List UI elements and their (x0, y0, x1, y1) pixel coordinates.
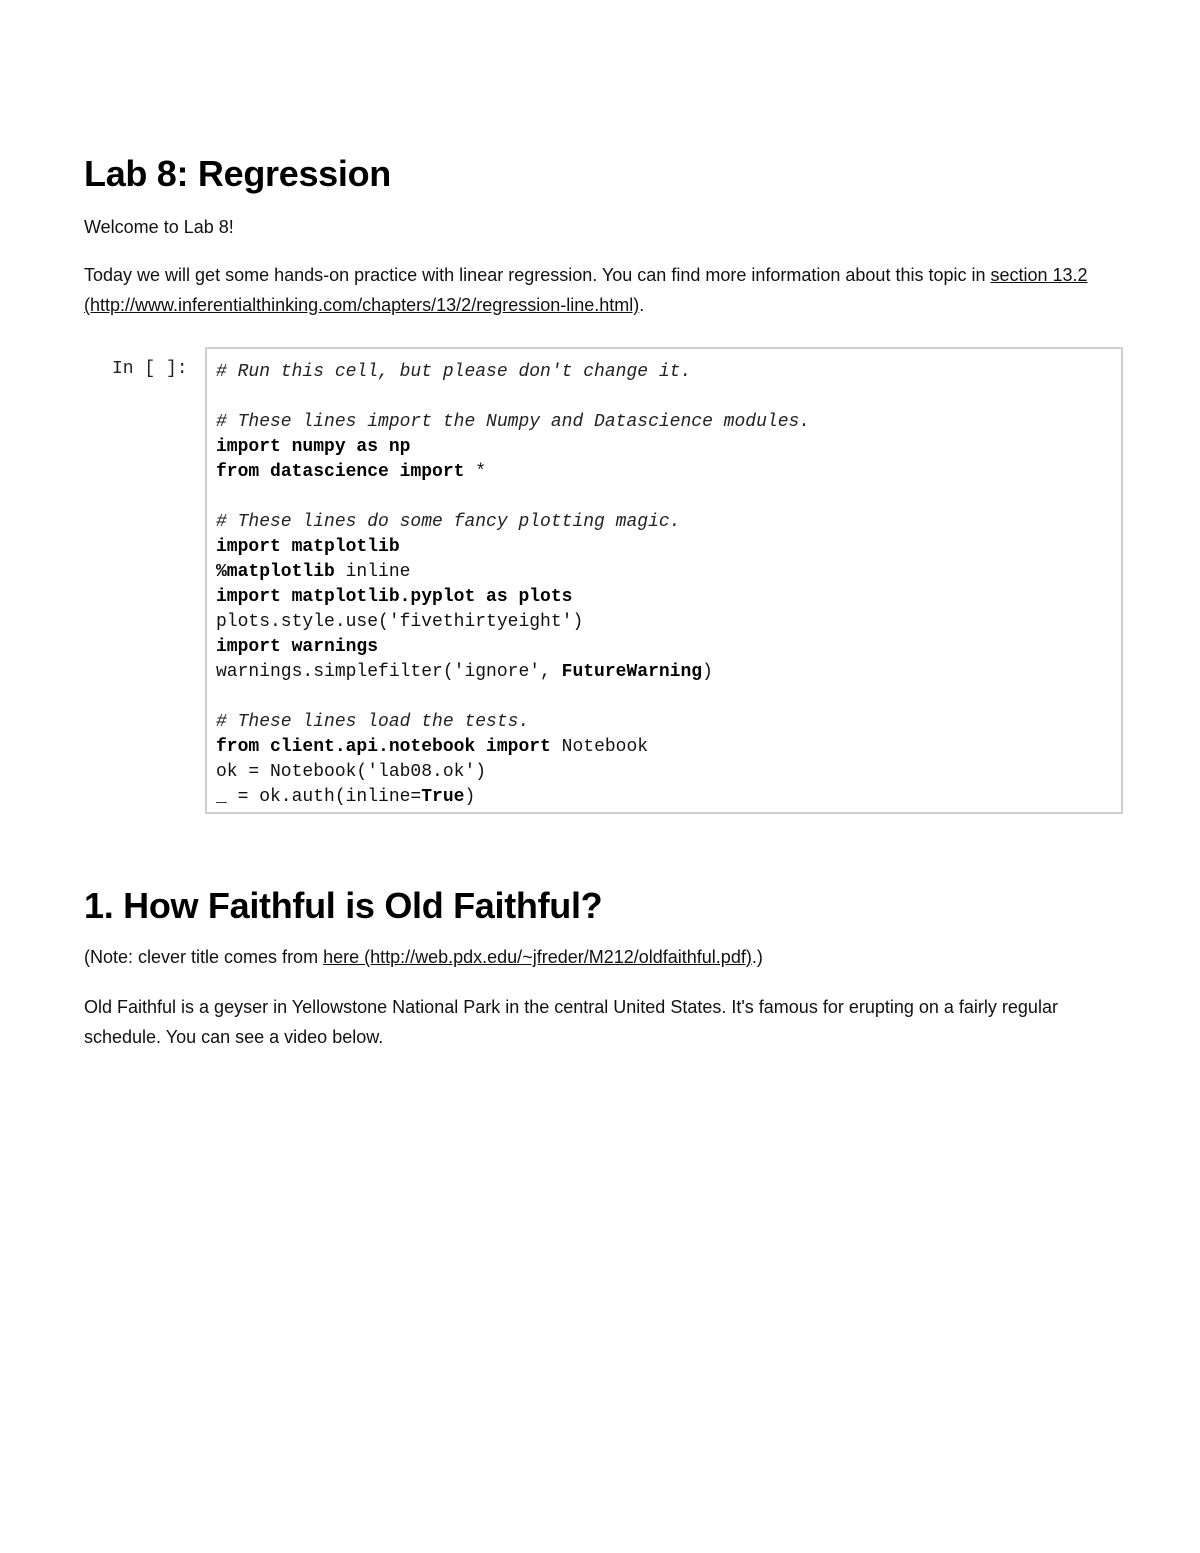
section-13-2-link[interactable]: section 13.2 (http://www.inferentialthinking.com/chapters/13/2/regression-line.html) (84, 265, 1088, 315)
code-keyword: from client.api.notebook import (216, 737, 551, 757)
intro-suffix: . (639, 295, 645, 315)
code-line (216, 460, 1121, 485)
code-keyword: True (421, 787, 465, 807)
code-module: datascience (259, 462, 400, 482)
code-line: # These lines import the Numpy and Datascience modules. (216, 412, 811, 432)
code-token: _ = ok.auth(inline= (216, 787, 422, 807)
code-line (216, 560, 1121, 585)
code-token: warnings.simplefilter('ignore', (216, 662, 562, 682)
note-suffix: .) (751, 947, 763, 967)
code-line: ok = Notebook('lab08.ok') (216, 762, 487, 782)
code-line-blank (216, 685, 1121, 710)
code-token: ) (464, 787, 476, 807)
intro-text: Today we will get some hands-on practice with linear regression. You can find more information about this topic in (84, 265, 991, 285)
code-token: inline (334, 562, 411, 582)
code-line: plots.style.use('fivethirtyeight') (216, 612, 584, 632)
code-keyword: FutureWarning (561, 662, 703, 682)
code-line (216, 735, 1121, 760)
code-line: # These lines do some fancy plotting magic. (216, 512, 681, 532)
code-line (216, 660, 1121, 685)
code-editor[interactable] (205, 347, 1123, 814)
old-faithful-paragraph: Old Faithful is a geyser in Yellowstone National Park in the central United States. It's famous for erupting on a fairly regular schedule. You can see a video below. (84, 997, 1058, 1047)
code-token: Notebook (550, 737, 649, 757)
code-line: import matplotlib (216, 537, 400, 557)
code-token: * (464, 462, 487, 482)
code-line-blank (216, 485, 1121, 510)
code-magic: %matplotlib (216, 562, 335, 582)
code-line (216, 785, 1121, 810)
code-line: import warnings (216, 637, 379, 657)
cell-prompt: In [ ]: (112, 359, 188, 379)
code-line: import matplotlib.pyplot as plots (216, 587, 573, 607)
code-line: # Run this cell, but please don't change it. (216, 362, 692, 382)
lab-title: Lab 8: Regression (84, 153, 391, 194)
oldfaithful-pdf-link[interactable]: here (http://web.pdx.edu/~jfreder/M212/oldfaithful.pdf) (323, 947, 752, 967)
code-line-blank (216, 385, 1121, 410)
code-keyword: import (399, 462, 465, 482)
code-token: ) (702, 662, 713, 682)
code-line: import numpy as np (216, 437, 411, 457)
intro-paragraph (84, 260, 1126, 320)
welcome-text: Welcome to Lab 8! (84, 217, 234, 237)
note-text: (Note: clever title comes from (84, 947, 324, 967)
section-title: 1. How Faithful is Old Faithful? (84, 885, 603, 926)
code-keyword: from (216, 462, 260, 482)
note-paragraph (84, 942, 1126, 972)
code-line: # These lines load the tests. (216, 712, 530, 732)
